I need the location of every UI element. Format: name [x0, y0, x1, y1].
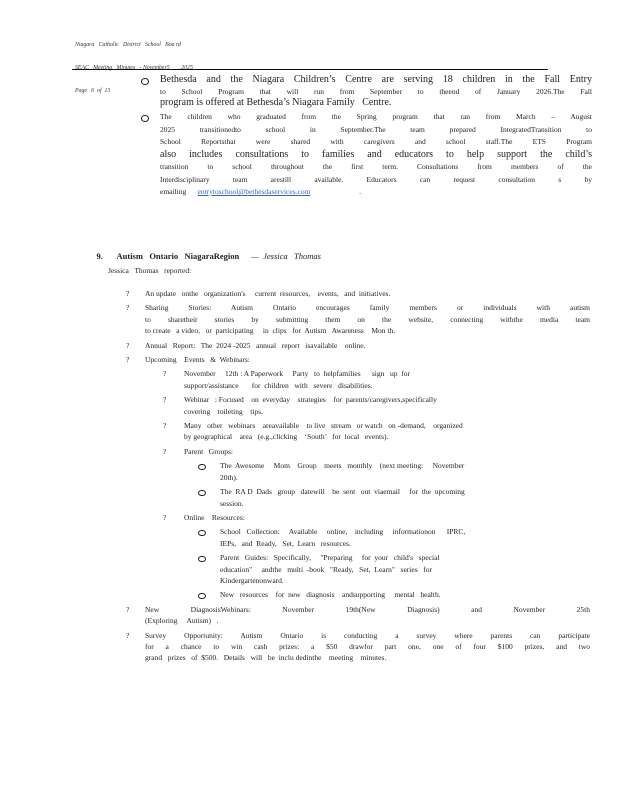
text-line: Many other webinars areavailable to live stream or watch on -demand, organized — [184, 421, 463, 431]
list-item — [197, 486, 590, 509]
list-item — [163, 394, 590, 417]
text-line: The Awesome Mom Group meets monthly (next meeting: November — [220, 461, 465, 471]
list-item — [140, 74, 592, 109]
text-line: Interdisciplinary team arestill available. Educators can request consultation s by — [160, 174, 592, 184]
text-line: Upcoming Events & Webinars: — [145, 355, 250, 365]
question-bullet: ? — [163, 421, 167, 431]
text-line: support/assistance for children with severe disabilities. — [184, 380, 373, 390]
text-line: New resources for new diagnosis andsupporting mental health. — [220, 590, 441, 600]
text-line: An update onthe organization's current resources, events, and initiatives. — [145, 289, 391, 298]
intro-line: Jessica Thomas reported: — [108, 266, 192, 275]
report-list — [126, 288, 590, 667]
text-line: IEPs, and Ready, Set, Learn resources. — [220, 538, 351, 548]
email-suffix: . — [310, 187, 362, 196]
bullet-text — [160, 111, 592, 199]
list-item — [197, 460, 590, 483]
text-line: Kindergartenonward. — [220, 575, 284, 585]
circle-bullet-icon — [198, 556, 206, 563]
text-line: for a chance to win cash prizes: a $50 drawfor part one, one of four $100 prizes, and two — [145, 641, 590, 651]
text-line: grand prizes of $500. Details will be inclu dedinthe meeting minutes. — [145, 653, 387, 663]
text-line: Survey Opportunity: Autism Ontario is conducting a survey where parents can participate — [145, 630, 590, 640]
section-title: Autism Ontario NiagaraRegion — [116, 251, 240, 261]
list-item — [126, 288, 590, 299]
circle-bullet-icon — [198, 464, 206, 471]
text-line: Parent Groups: — [184, 446, 233, 456]
text-line: Parent Guides: Specifically, "Preparing for your child's special — [220, 553, 440, 563]
text-line: New DiagnosisWebinars: November 19th(New Diagnosis) and November 25th — [145, 604, 590, 614]
text-line: session. — [220, 498, 244, 508]
question-bullet: ? — [126, 604, 130, 614]
text-line: 2025 transitionedto school in September.The team prepared IntegratedTransition to — [160, 124, 592, 134]
list-item — [126, 630, 590, 664]
header-divider — [72, 69, 548, 70]
question-bullet: ? — [163, 512, 167, 522]
section-number: 9. — [96, 251, 103, 261]
text-line: Sharing Stories: Autism Ontario encourages family members or individuals with autism — [145, 303, 590, 313]
list-item — [163, 420, 590, 443]
circle-bullet-icon — [198, 490, 206, 497]
text-line: 20th). — [220, 472, 238, 482]
text-line: education" andthe multi -book "Ready, Set, Learn" series for — [220, 564, 432, 574]
list-item — [126, 604, 590, 627]
circle-bullet-icon — [141, 115, 149, 122]
list-item — [140, 111, 592, 199]
email-link[interactable]: entrytoschool@bethesdaservices.com — [197, 187, 311, 196]
question-bullet: ? — [163, 369, 167, 379]
list-item — [197, 589, 590, 600]
text-line: Online Resources: — [184, 512, 245, 522]
text-line: program is offered at Bethesda’s Niagara Family Centre. — [160, 96, 392, 108]
circle-bullet-icon — [198, 530, 206, 537]
question-bullet: ? — [126, 303, 130, 313]
question-bullet: ? — [126, 289, 130, 298]
bullet-text — [160, 74, 592, 109]
text-line: to create a video, or participating in clips for Autism Awareness Mon th. — [145, 326, 396, 336]
list-item — [197, 526, 590, 549]
list-item — [126, 302, 590, 336]
list-item — [163, 446, 590, 457]
text-line: Bethesda and the Niagara Children’s Centre are serving 18 children in the Fall Entry — [160, 74, 592, 85]
text-line: covering toileting tips. — [184, 406, 263, 416]
section-presenter: — Jessica Thomas — [251, 251, 321, 261]
question-bullet: ? — [163, 446, 167, 456]
header-line-meeting: SEAC Meeting Minutes - November5 , 2025 — [75, 64, 193, 71]
question-bullet: ? — [126, 630, 130, 640]
text-line: School Reportsthat were shared with caregivers and school staff.The ETS Program — [160, 137, 592, 146]
header-line-page-number: Page 6 of 13 — [75, 87, 111, 94]
text-line — [160, 186, 592, 199]
text-line: (Exploring Autism) . — [145, 616, 219, 626]
text-line: Webinar : Focused on everyday strategies for parents/caregivers,specifically — [184, 395, 437, 405]
bethesda-section — [140, 74, 592, 201]
list-item — [163, 512, 590, 523]
text-line: by geographical area (e.g.,clicking ‘South’ for local events). — [184, 432, 389, 442]
text-line: to School Program that will run from September to theend of January 2026.The Fall — [160, 86, 592, 96]
list-item — [126, 354, 590, 365]
question-bullet: ? — [126, 355, 130, 365]
question-bullet: ? — [126, 340, 130, 350]
text-line: November 12th : A Paperwork Party to helpfamilies sign up for — [184, 369, 411, 379]
list-item — [197, 552, 590, 586]
text-line: The RA D Dads group datewill be sent out viaemail for the upcoming — [220, 487, 465, 497]
text-line: also includes consultations to families and educators to help support the child’s — [160, 148, 592, 160]
question-bullet: ? — [163, 395, 167, 405]
email-prefix: emailing — [160, 187, 198, 196]
text-line: Annual Report: The 2024 -2025 annual report isavailable online. — [145, 340, 366, 350]
list-item — [126, 340, 590, 351]
text-line: transition to school throughout the first term. Consultations from members of the — [160, 162, 592, 171]
text-line: to sharetheir stories by submitting them on the website, connecting withthe media team — [145, 314, 590, 324]
text-line: School Collection: Available online, including informationon IPRC, — [220, 527, 466, 537]
text-line: The children who graduated from the Spring program that ran from March – August — [160, 112, 592, 121]
circle-bullet-icon — [198, 593, 206, 600]
list-item — [163, 368, 590, 391]
circle-bullet-icon — [141, 78, 149, 85]
header-line-board: Niagara Catholic District School Boa rd — [75, 42, 181, 49]
